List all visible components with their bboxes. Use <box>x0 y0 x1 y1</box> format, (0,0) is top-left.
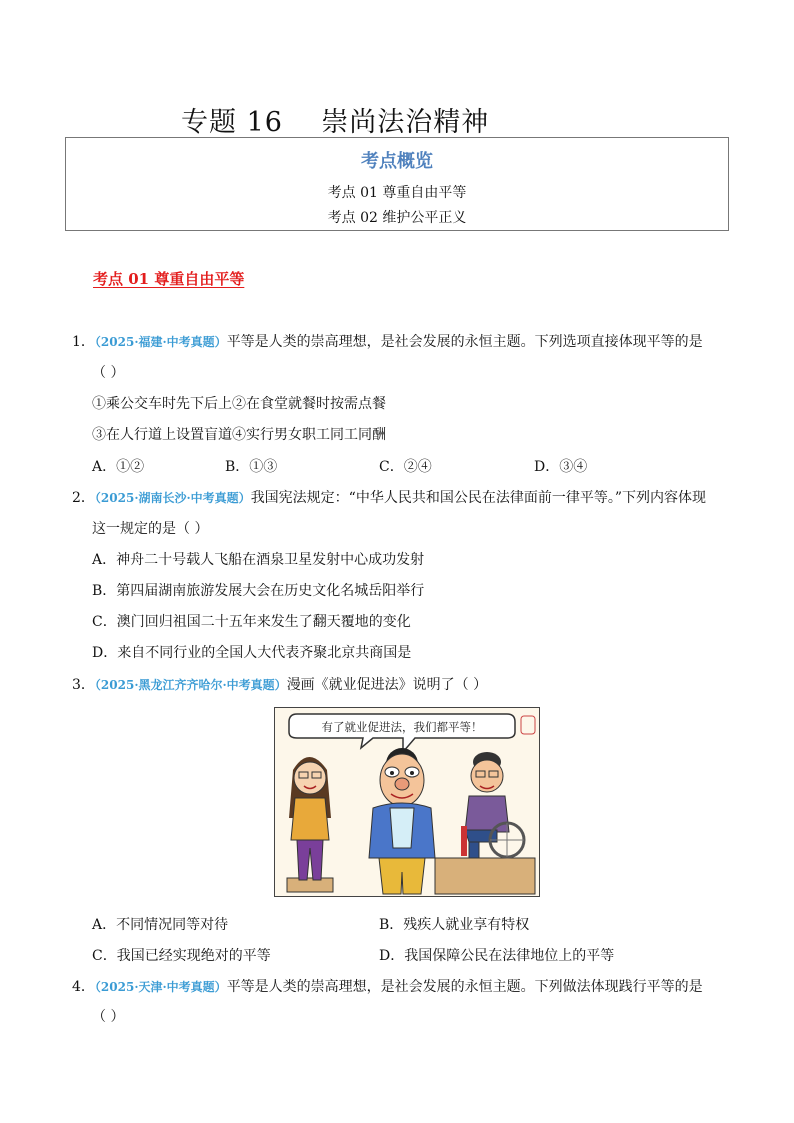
cartoon-image <box>274 707 540 897</box>
overview-box <box>65 137 729 231</box>
question-1-stem <box>72 331 703 351</box>
question-text: 我国宪法规定：“中华人民共和国公民在法律面前一律平等。”下列内容体现 <box>250 490 706 506</box>
question-3-option-b: B．残疾人就业享有特权 <box>379 917 530 933</box>
overview-item-1: 考点 01 尊重自由平等 <box>327 185 467 201</box>
question-3-option-c: C．我国已经实现绝对的平等 <box>92 948 271 964</box>
question-number: 3． <box>72 677 95 693</box>
question-number: 1． <box>72 334 95 350</box>
question-4-bracket: （ ） <box>92 1009 125 1025</box>
question-text: 平等是人类的崇高理想，是社会发展的永恒主题。下列选项直接体现平等的是 <box>226 334 703 350</box>
question-3-option-a: A．不同情况同等对待 <box>92 917 229 933</box>
question-2-option-c: C．澳门回归祖国二十五年来发生了翻天覆地的变化 <box>92 614 411 630</box>
page-title: 专题 16 崇尚法治精神 <box>181 107 490 138</box>
question-1-statement: ①乘公交车时先下后上②在食堂就餐时按需点餐 <box>92 396 386 412</box>
question-number: 2． <box>72 490 95 506</box>
question-1-option-b: B．①③ <box>225 459 278 475</box>
question-2-option-d: D．来自不同行业的全国人大代表齐聚北京共商国是 <box>92 645 412 661</box>
question-source: （2025·福建·中考真题） <box>94 335 227 349</box>
question-1-statement: ③在人行道上设置盲道④实行男女职工同工同酬 <box>92 427 386 443</box>
question-1-bracket: （ ） <box>92 365 125 381</box>
question-3-option-d: D．我国保障公民在法律地位上的平等 <box>379 948 615 964</box>
question-2-stem-cont: 这一规定的是（ ） <box>92 521 209 537</box>
question-source: （2025·湖南长沙·中考真题） <box>94 491 251 505</box>
question-text: 漫画《就业促进法》说明了（ ） <box>286 677 488 693</box>
question-2-stem <box>72 487 706 507</box>
question-2-option-a: A．神舟二十号载人飞船在酒泉卫星发射中心成功发射 <box>92 552 425 568</box>
question-number: 4． <box>72 979 95 995</box>
question-1-option-d: D．③④ <box>534 459 588 475</box>
question-source: （2025·黑龙江齐齐哈尔·中考真题） <box>94 678 287 692</box>
section-heading: 考点 01 尊重自由平等 <box>93 270 245 288</box>
cartoon-caption: 有了就业促进法，我们都平等！ <box>321 720 483 734</box>
question-1-option-c: C．②④ <box>379 459 432 475</box>
question-2-option-b: B．第四届湖南旅游发展大会在历史文化名城岳阳举行 <box>92 583 425 599</box>
question-text: 平等是人类的崇高理想，是社会发展的永恒主题。下列做法体现践行平等的是 <box>226 979 703 995</box>
question-1-option-a: A．①② <box>92 459 145 475</box>
overview-item-2: 考点 02 维护公平正义 <box>327 210 467 226</box>
cartoon-illustration <box>275 708 539 896</box>
question-3-stem <box>72 674 487 694</box>
question-4-stem <box>72 976 703 996</box>
overview-title: 考点概览 <box>361 151 433 172</box>
question-source: （2025·天津·中考真题） <box>94 980 227 994</box>
